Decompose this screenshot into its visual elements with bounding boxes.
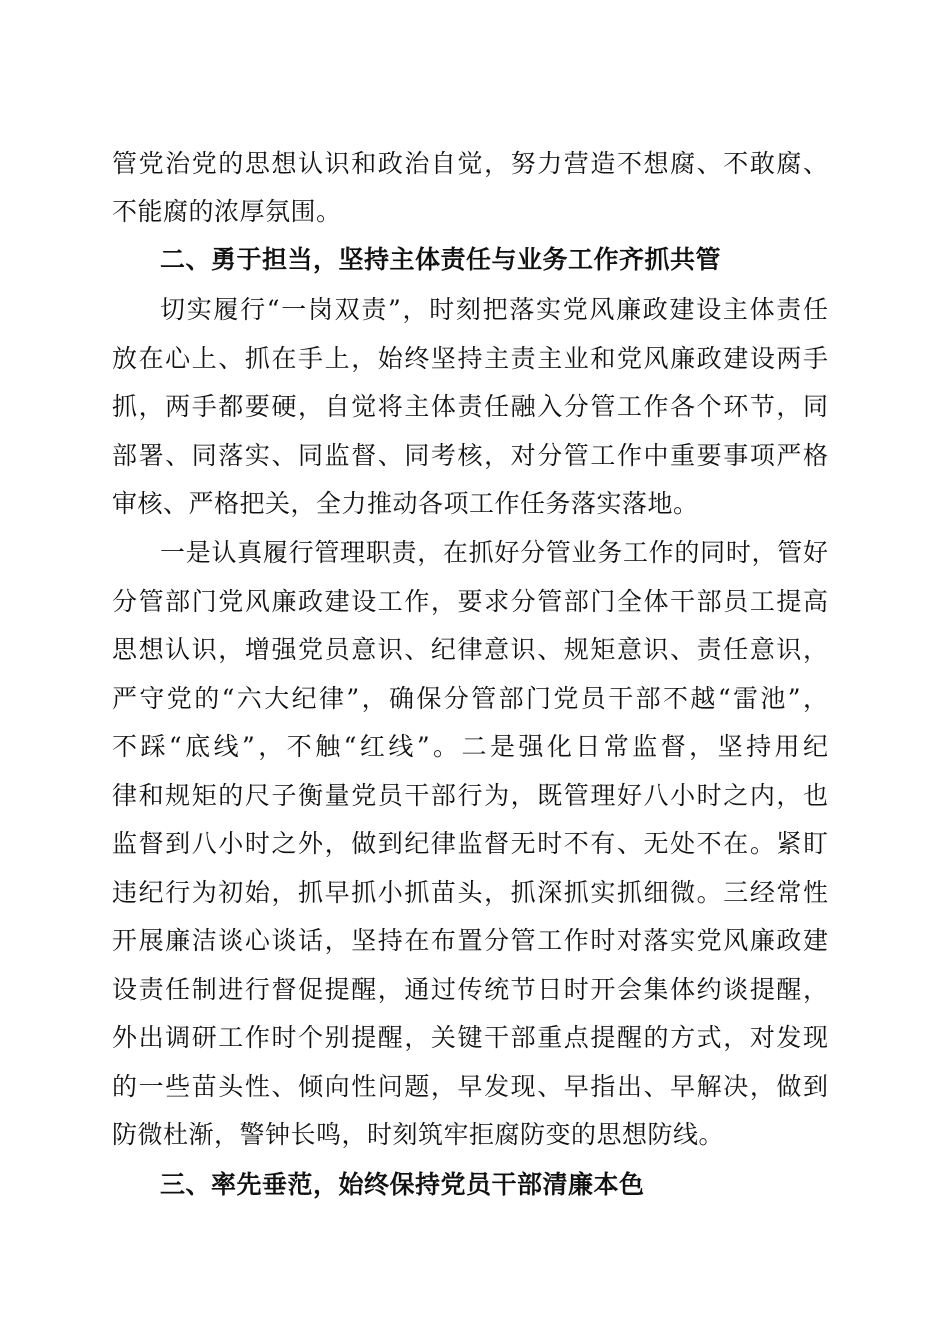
text-line: 一是认真履行管理职责，在抓好分管业务工作的同时，管好: [160, 538, 828, 567]
section-heading-3: 三、率先垂范，始终保持党员干部清廉本色: [160, 1170, 645, 1199]
text-line: 放在心上、抓在手上，始终坚持主责主业和党风廉政建设两手: [112, 344, 828, 373]
text-line: 严守党的“六大纪律”，确保分管部门党员干部不越“雷池”，: [112, 684, 828, 713]
text-line: 外出调研工作时个别提醒，关键干部重点提醒的方式，对发现: [112, 1023, 828, 1052]
text-line: 监督到八小时之外，做到纪律监督无时不有、无处不在。紧盯: [112, 829, 828, 858]
section-heading-2: 二、勇于担当，坚持主体责任与业务工作齐抓共管: [160, 245, 722, 274]
text-line: 违纪行为初始，抓早抓小抓苗头，抓深抓实抓细微。三经常性: [112, 878, 828, 907]
text-line: 管党治党的思想认识和政治自觉，努力营造不想腐、不敢腐、: [112, 149, 828, 178]
text-line: 思想认识，增强党员意识、纪律意识、规矩意识、责任意识，: [112, 635, 828, 664]
text-line: 分管部门党风廉政建设工作，要求分管部门全体干部员工提高: [112, 587, 828, 616]
text-line: 开展廉洁谈心谈话，坚持在布置分管工作时对落实党风廉政建: [112, 926, 828, 955]
text-line: 部署、同落实、同监督、同考核，对分管工作中重要事项严格: [112, 441, 828, 470]
text-line: 不踩“底线”，不触“红线”。二是强化日常监督，坚持用纪: [112, 732, 828, 761]
text-line: 审核、严格把关，全力推动各项工作任务落实落地。: [112, 489, 699, 518]
text-line: 设责任制进行督促提醒，通过传统节日时开会集体约谈提醒，: [112, 975, 828, 1004]
text-line: 的一些苗头性、倾向性问题，早发现、早指出、早解决，做到: [112, 1072, 828, 1101]
text-line: 抓，两手都要硬，自觉将主体责任融入分管工作各个环节，同: [112, 392, 828, 421]
text-line: 不能腐的浓厚氛围。: [112, 197, 342, 226]
text-line: 切实履行“一岗双责”，时刻把落实党风廉政建设主体责任: [160, 295, 828, 324]
text-line: 防微杜渐，警钟长鸣，时刻筑牢拒腐防变的思想防线。: [112, 1120, 725, 1149]
text-line: 律和规矩的尺子衡量党员干部行为，既管理好八小时之内，也: [112, 781, 828, 810]
